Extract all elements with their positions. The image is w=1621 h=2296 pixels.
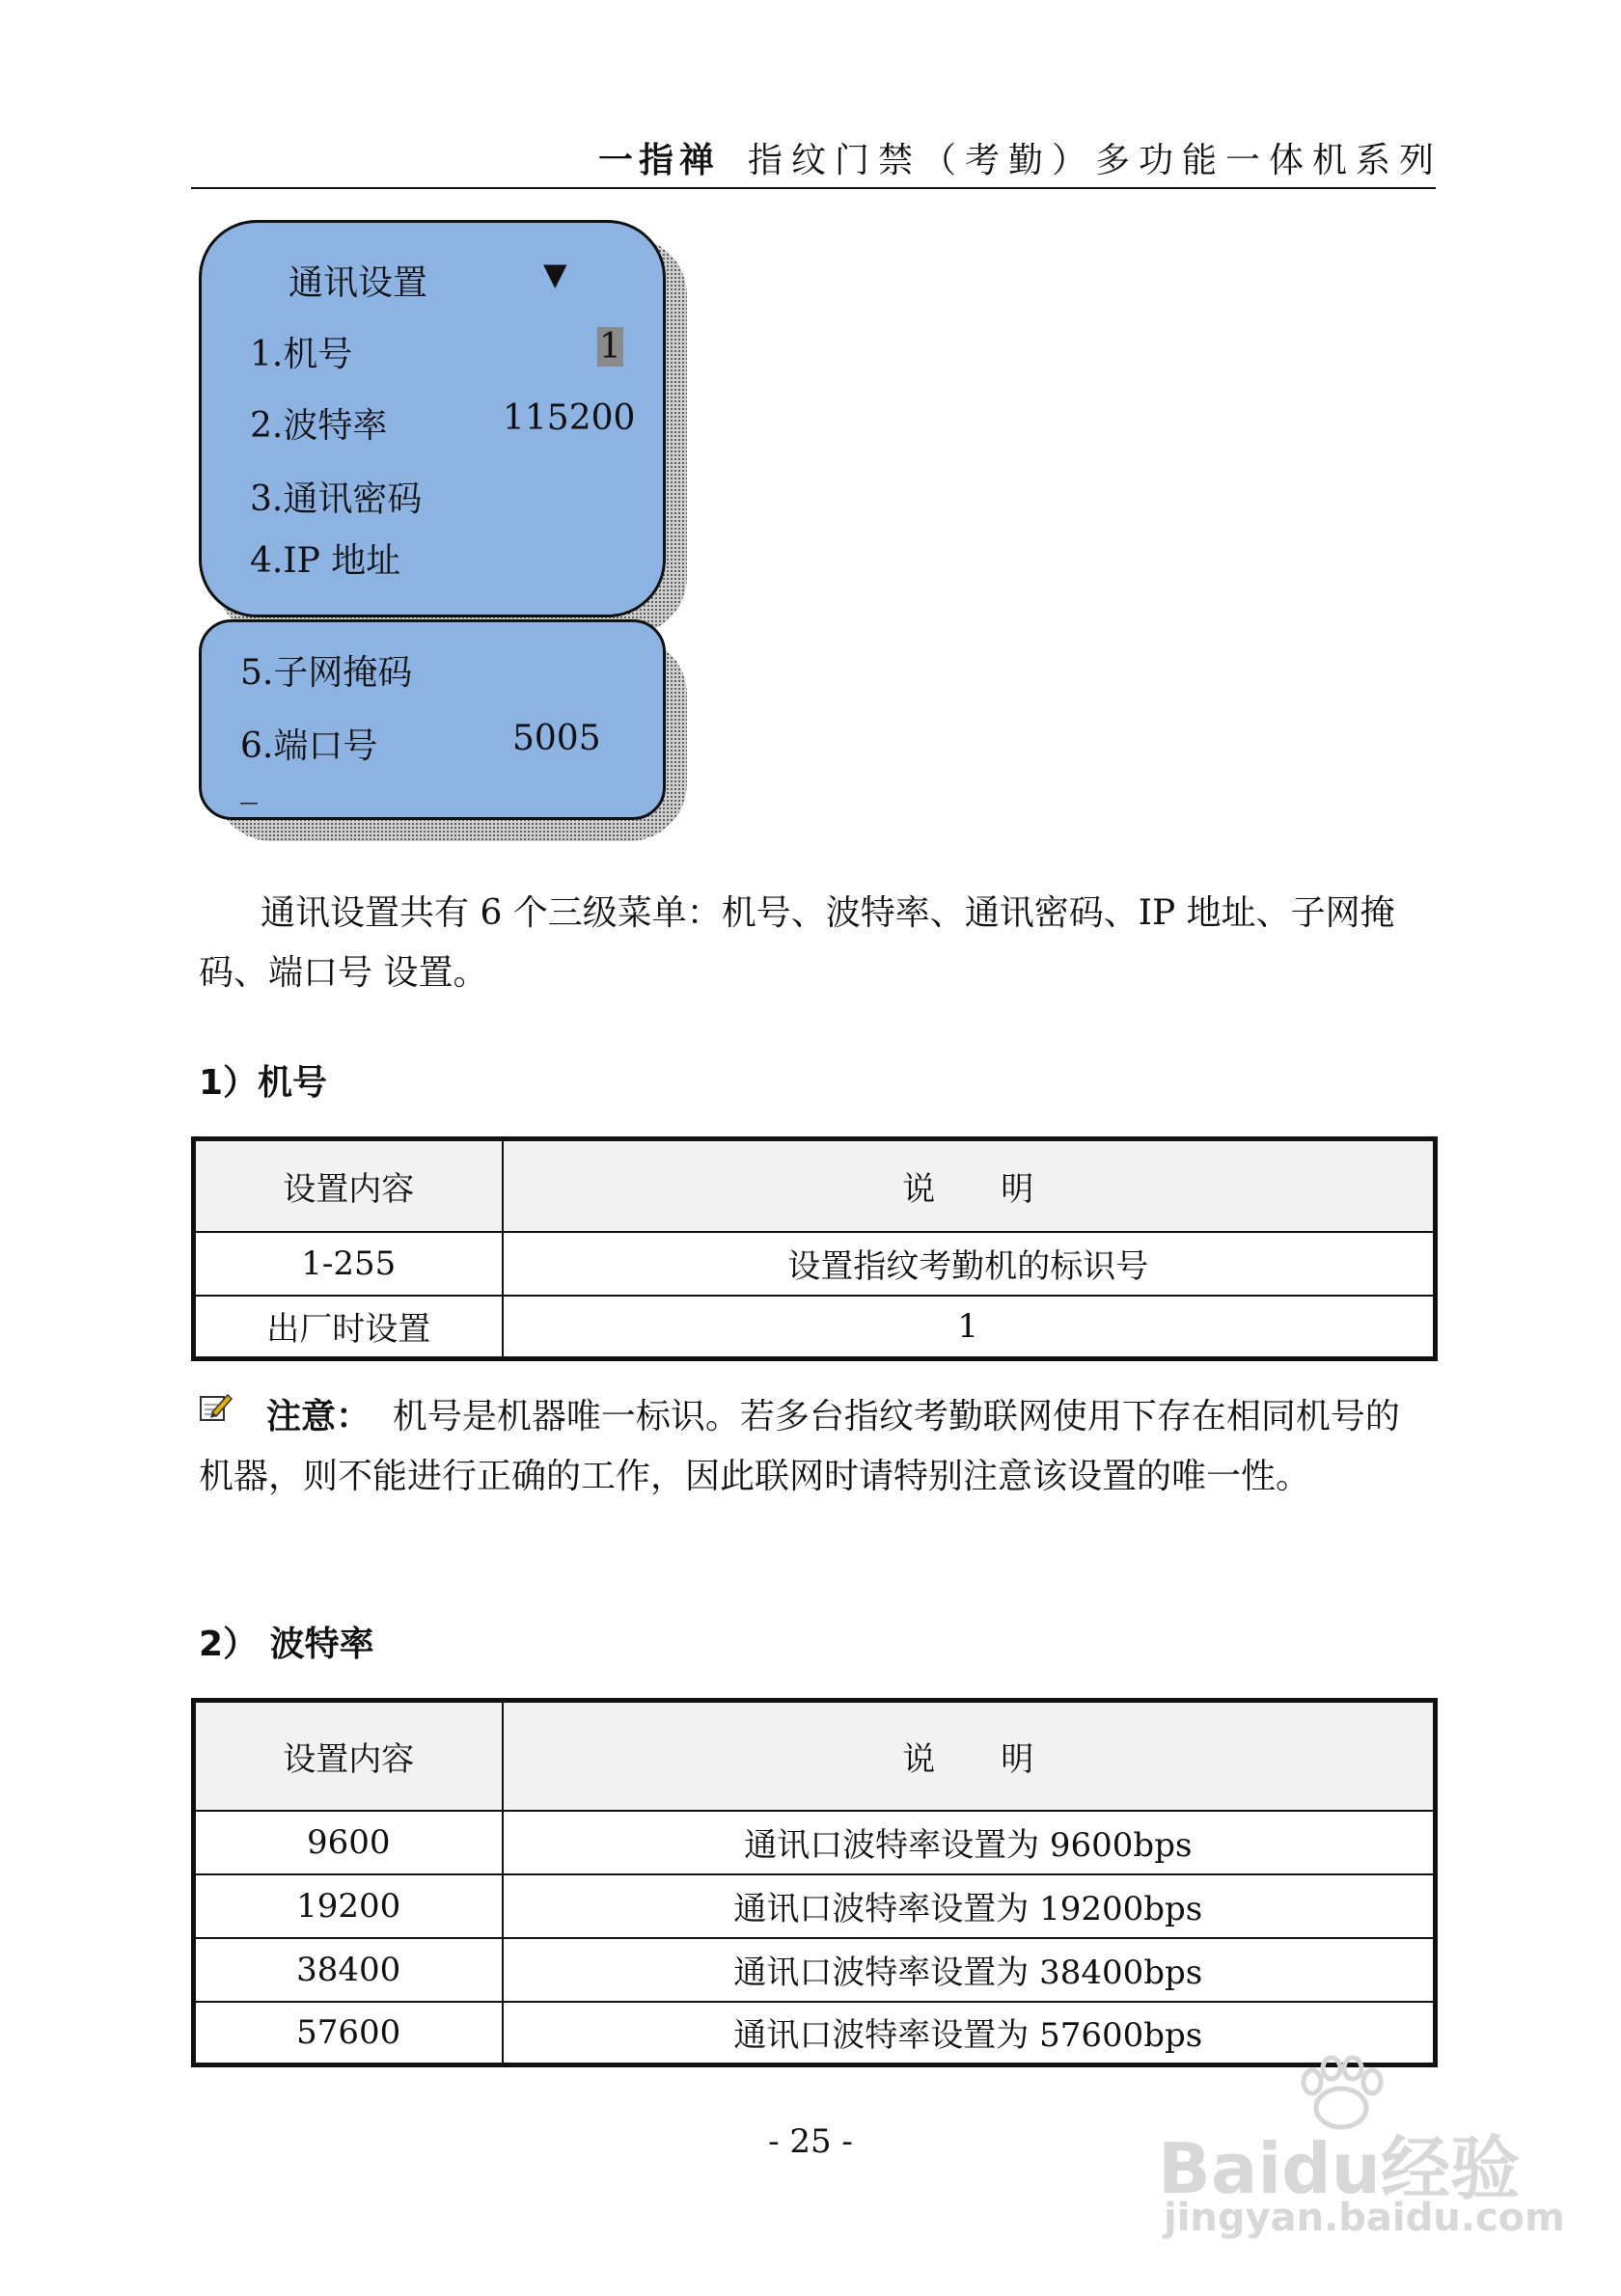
header-brand: 一指禅 — [598, 141, 721, 180]
table-header-cell: 说 明 — [503, 1139, 1436, 1232]
section-heading: 1）机号 — [199, 1063, 328, 1103]
table-cell: 19200 — [194, 1874, 503, 1938]
table-row — [194, 1938, 1436, 2002]
table-header-row — [194, 1701, 1436, 1811]
table-cell: 通讯口波特率设置为 9600bps — [503, 1811, 1436, 1874]
machine-id-table — [191, 1136, 1438, 1361]
lcd-item-value-selected: 1 — [599, 327, 621, 367]
header-title: 指纹门禁（考勤）多功能一体机系列 — [748, 141, 1443, 180]
table-cell: 1-255 — [194, 1232, 503, 1296]
lcd-item-label: 6.端口号 — [240, 726, 378, 766]
table-cell: 1 — [503, 1296, 1436, 1359]
table-header-row — [194, 1139, 1436, 1232]
table-row — [194, 1811, 1436, 1874]
table-row — [194, 1874, 1436, 1938]
note-text: 机号是机器唯一标识。若多台指纹考勤联网使用下存在相同机号的机器，则不能进行正确的工作，因此联网时请特别注意该设置的唯一性。 — [199, 1397, 1400, 1496]
section-heading: 2） 波特率 — [199, 1625, 374, 1664]
lcd-item-label: 5.子网掩码 — [240, 653, 413, 693]
lcd-item-label: 2.波特率 — [250, 406, 388, 446]
lcd-screen-1 — [199, 220, 666, 617]
table-cell: 设置指纹考勤机的标识号 — [503, 1232, 1436, 1296]
lcd-item-label: 1.机号 — [250, 335, 353, 374]
table-row — [194, 1296, 1436, 1359]
lcd-item-value: 115200 — [503, 398, 636, 438]
table-row — [194, 1232, 1436, 1296]
watermark-logo: Baidu经验 — [1158, 2128, 1520, 2209]
dropdown-arrow-icon: ▼ — [543, 256, 567, 292]
table-header-cell: 设置内容 — [194, 1139, 503, 1232]
table-cell: 57600 — [194, 2002, 503, 2065]
lcd-title: 通讯设置 — [288, 263, 428, 303]
baud-rate-table — [191, 1698, 1438, 2067]
header-divider — [191, 187, 1436, 189]
note-paragraph — [199, 1387, 1424, 1507]
table-header-cell: 说 明 — [503, 1701, 1436, 1811]
lcd-cursor: _ — [240, 765, 258, 805]
watermark-url: jingyan.baidu.com — [1164, 2196, 1565, 2240]
table-row — [194, 2002, 1436, 2065]
intro-paragraph: 通讯设置共有 6 个三级菜单：机号、波特率、通讯密码、IP 地址、子网掩码、端口号 设置。 — [199, 893, 1395, 993]
table-cell: 通讯口波特率设置为 57600bps — [503, 2002, 1436, 2065]
table-cell: 通讯口波特率设置为 38400bps — [503, 1938, 1436, 2002]
table-cell: 38400 — [194, 1938, 503, 2002]
lcd-item-label: 3.通讯密码 — [250, 479, 423, 519]
table-cell: 9600 — [194, 1811, 503, 1874]
note-label: 注意： — [266, 1397, 371, 1436]
lcd-item-value: 5005 — [512, 719, 601, 758]
table-header-cell: 设置内容 — [194, 1701, 503, 1811]
table-cell: 出厂时设置 — [194, 1296, 503, 1359]
table-cell: 通讯口波特率设置为 19200bps — [503, 1874, 1436, 1938]
lcd-screen-2 — [199, 619, 666, 820]
page-number: - 25 - — [768, 2122, 853, 2161]
lcd-item-label: 4.IP 地址 — [250, 541, 401, 581]
